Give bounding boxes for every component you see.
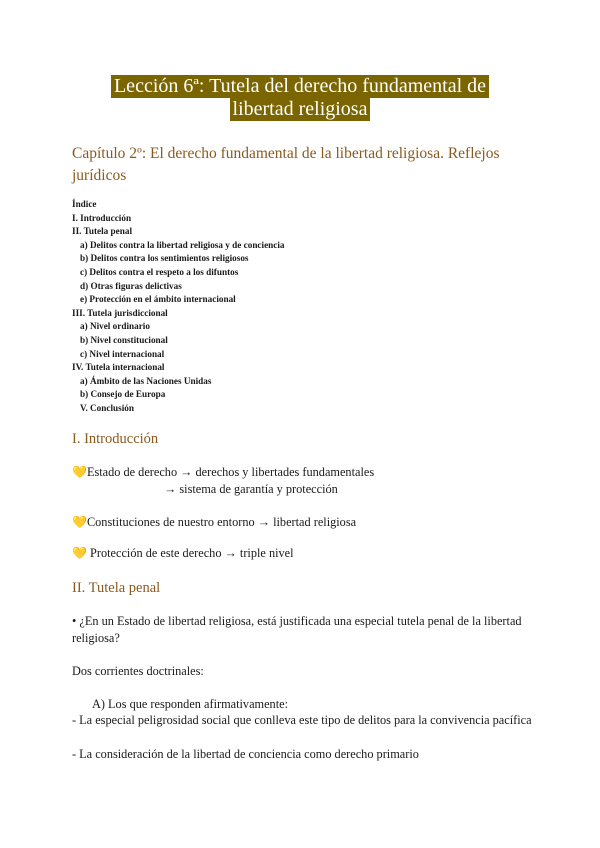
toc-subitem: b) Consejo de Europa: [80, 389, 166, 400]
current-a: [72, 696, 542, 713]
intro-text-1: Estado de derecho → derechos y libertades fundamentales: [86, 465, 375, 479]
yellow-heart-icon: 💛: [72, 546, 87, 560]
toc-subitem: c) Delitos contra el respeto a los difuntos: [80, 266, 239, 277]
current-a-label: A) Los que responden afirmativamente:: [92, 697, 288, 711]
document-title: [0, 75, 600, 121]
intro-point-3: [72, 545, 542, 562]
toc-subitem: c) Nivel internacional: [80, 348, 165, 359]
toc-item: V. Conclusión: [80, 402, 134, 413]
toc-item: IV. Tutela internacional: [72, 362, 165, 373]
toc-item: II. Tutela penal: [72, 226, 132, 237]
section-heading-introduccion: I. Introducción: [72, 431, 159, 447]
table-of-contents: [72, 198, 532, 416]
chapter-heading: Capítulo 2º: El derecho fundamental de la libertad religiosa. Reflejos jurídicos: [72, 145, 500, 184]
penal-question: • ¿En un Estado de libertad religiosa, está justificada una especial tutela penal de la libertad religiosa?: [72, 614, 522, 645]
toc-title: Índice: [72, 199, 97, 209]
title-line-2: libertad religiosa: [230, 98, 371, 121]
intro-text-3: Protección de este derecho → triple nivel: [86, 546, 294, 560]
intro-point-2: [72, 514, 542, 531]
section-heading-tutela-penal: II. Tutela penal: [72, 580, 161, 596]
argument-1: - La especial peligrosidad social que conlleva este tipo de delitos para la convivencia pacífica: [72, 713, 532, 727]
toc-subitem: a) Ámbito de las Naciones Unidas: [80, 375, 212, 386]
yellow-heart-icon: 💛: [72, 515, 87, 529]
intro-text-1-continuation: → sistema de garantía y protección: [164, 482, 338, 496]
yellow-heart-icon: 💛: [72, 465, 87, 479]
doctrinal-currents: Dos corrientes doctrinales:: [72, 664, 204, 678]
toc-subitem: b) Nivel constitucional: [80, 334, 168, 345]
toc-item: III. Tutela jurisdiccional: [72, 307, 168, 318]
toc-item: I. Introducción: [72, 212, 132, 223]
toc-subitem: d) Otras figuras delictivas: [80, 280, 182, 291]
toc-subitem: e) Protección en el ámbito internacional: [80, 294, 236, 305]
toc-subitem: b) Delitos contra los sentimientos religiosos: [80, 253, 249, 264]
intro-text-2: Constituciones de nuestro entorno → libertad religiosa: [86, 515, 357, 529]
argument-2: - La consideración de la libertad de conciencia como derecho primario: [72, 747, 419, 761]
toc-subitem: a) Nivel ordinario: [80, 321, 150, 332]
toc-subitem: a) Delitos contra la libertad religiosa y de conciencia: [80, 239, 285, 250]
intro-point-1: [72, 464, 542, 498]
title-line-1: Lección 6ª: Tutela del derecho fundamental de: [111, 75, 489, 98]
